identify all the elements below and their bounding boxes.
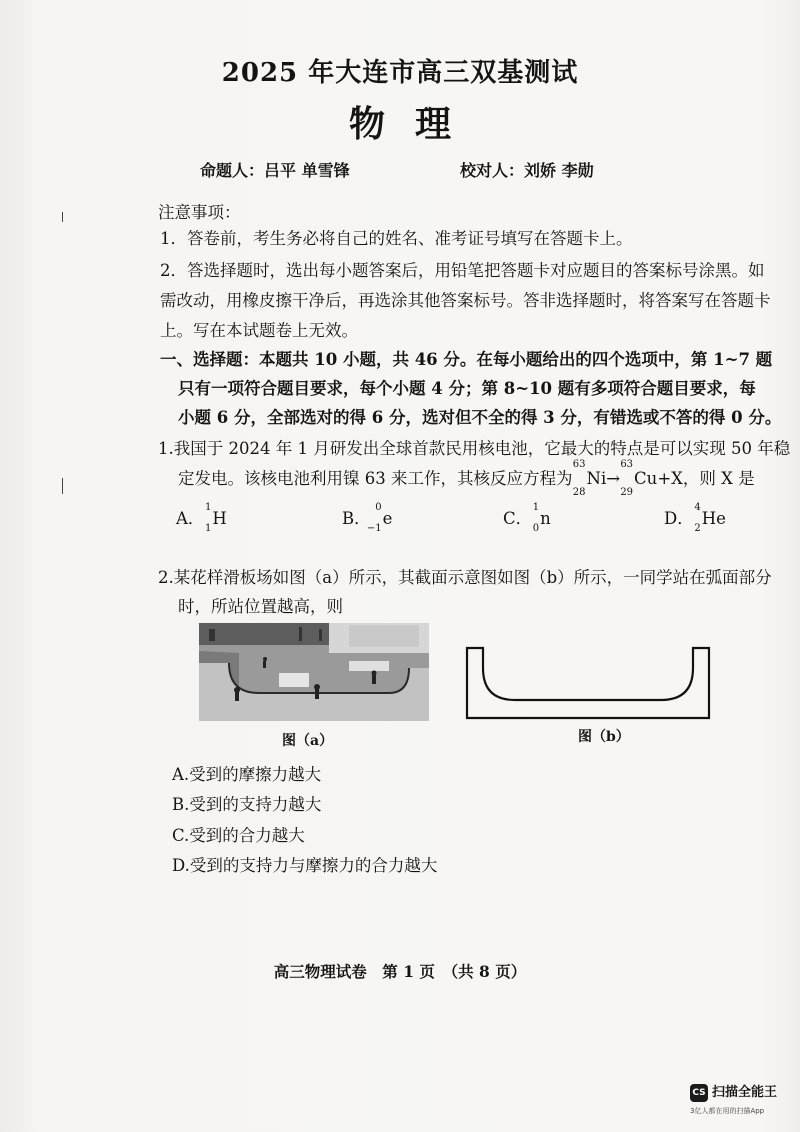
element-symbol: Ni (586, 469, 607, 488)
figure-a-caption: 图（a） (282, 733, 334, 749)
subject-title: 物理 (348, 103, 481, 145)
scanner-tagline: 3亿人都在用的扫描App (690, 1107, 765, 1115)
q1-option-a (176, 502, 227, 534)
mass-number: 1 (532, 502, 540, 513)
authors-line: 命题人：吕平 单雪锋 (200, 161, 350, 180)
question-2-text-cont: 时，所站位置越高，则 (178, 597, 343, 616)
page-footer: 高三物理试卷 第 1 页 （共 8 页） (273, 962, 527, 981)
q2-option-b: B.受到的支持力越大 (172, 795, 322, 814)
proofreaders-line: 校对人：刘娇 李勋 (460, 161, 594, 180)
mass-number: 0 (375, 502, 382, 513)
q2-option-a: A.受到的摩擦力越大 (172, 765, 322, 784)
option-label: C． (503, 509, 533, 528)
nuclide-ni (572, 459, 607, 498)
q1-option-d (664, 502, 726, 534)
mass-number: 1 (205, 502, 212, 513)
note-line: 2．答选择题时，选出每小题答案后，用铅笔把答题卡对应题目的答案标号涂黑。如 (160, 261, 765, 280)
element-symbol: n (540, 509, 551, 528)
option-label: B． (342, 509, 371, 528)
question-1-text: 1.我国于 2024 年 1 月研发出全球首款民用核电池，它最大的特点是可以实现 50 年稳 (158, 439, 791, 458)
element-symbol: He (701, 509, 726, 528)
section-instructions: 小题 6 分，全部选对的得 6 分，选对但不全的得 3 分，有错选或不答的得 0 分。 (178, 408, 782, 427)
element-symbol: Cu (634, 469, 658, 488)
question-1-lead: 定发电。该核电池利用镍 63 来工作，其核反应方程为 (178, 469, 573, 488)
exam-title: 2025 年大连市高三双基测试 (221, 58, 579, 88)
question-1-text-cont (178, 459, 755, 498)
nuclide-cu (620, 459, 658, 498)
atomic-number: −1 (366, 523, 382, 534)
skatepark-photo (199, 623, 429, 721)
figure-b-caption: 图（b） (578, 729, 630, 745)
skatepark-cross-section-diagram (463, 646, 713, 722)
element-symbol: e (382, 509, 393, 528)
mass-number: 63 (572, 459, 586, 470)
atomic-number: 2 (694, 523, 701, 534)
nuclide (694, 502, 726, 534)
note-line: 1．答卷前，考生务必将自己的姓名、准考证号填写在答题卡上。 (160, 229, 633, 248)
option-label: D． (664, 509, 694, 528)
note-line: 上。写在本试题卷上无效。 (160, 321, 358, 340)
notes-heading: 注意事项： (158, 203, 241, 222)
nuclide (532, 502, 551, 534)
section-instructions: 一、选择题：本题共 10 小题，共 46 分。在每小题给出的四个选项中，第 1~7 题 (160, 350, 773, 369)
atomic-number: 28 (572, 487, 586, 498)
reaction-rest: +X，则 X 是 (657, 469, 755, 488)
atomic-number: 29 (620, 487, 634, 498)
mass-number: 4 (694, 502, 701, 513)
skatepark-photo-drawing (199, 623, 429, 721)
section-instructions: 只有一项符合题目要求，每个小题 4 分；第 8~10 题有多项符合题目要求，每 (178, 379, 756, 398)
nuclide (205, 502, 227, 534)
note-line: 需改动，用橡皮擦干净后，再选涂其他答案标号。答非选择题时，将答案写在答题卡 (160, 291, 771, 310)
reaction-arrow: → (606, 469, 621, 488)
q1-option-b (342, 502, 393, 534)
q1-option-c (503, 502, 551, 534)
q2-option-c: C.受到的合力越大 (172, 826, 305, 845)
margin-mark (62, 478, 63, 494)
mass-number: 63 (620, 459, 634, 470)
atomic-number: 0 (532, 523, 540, 534)
atomic-number: 1 (205, 523, 212, 534)
q2-option-d: D.受到的支持力与摩擦力的合力越大 (172, 856, 438, 875)
option-label: A． (176, 509, 205, 528)
camscanner-logo-icon: CS (690, 1084, 708, 1102)
scanner-app-name: 扫描全能王 (712, 1085, 778, 1100)
nuclide (366, 502, 393, 534)
element-symbol: H (212, 509, 227, 528)
question-2-text: 2.某花样滑板场如图（a）所示，其截面示意图如图（b）所示，一同学站在弧面部分 (158, 568, 772, 587)
margin-mark (62, 212, 63, 222)
